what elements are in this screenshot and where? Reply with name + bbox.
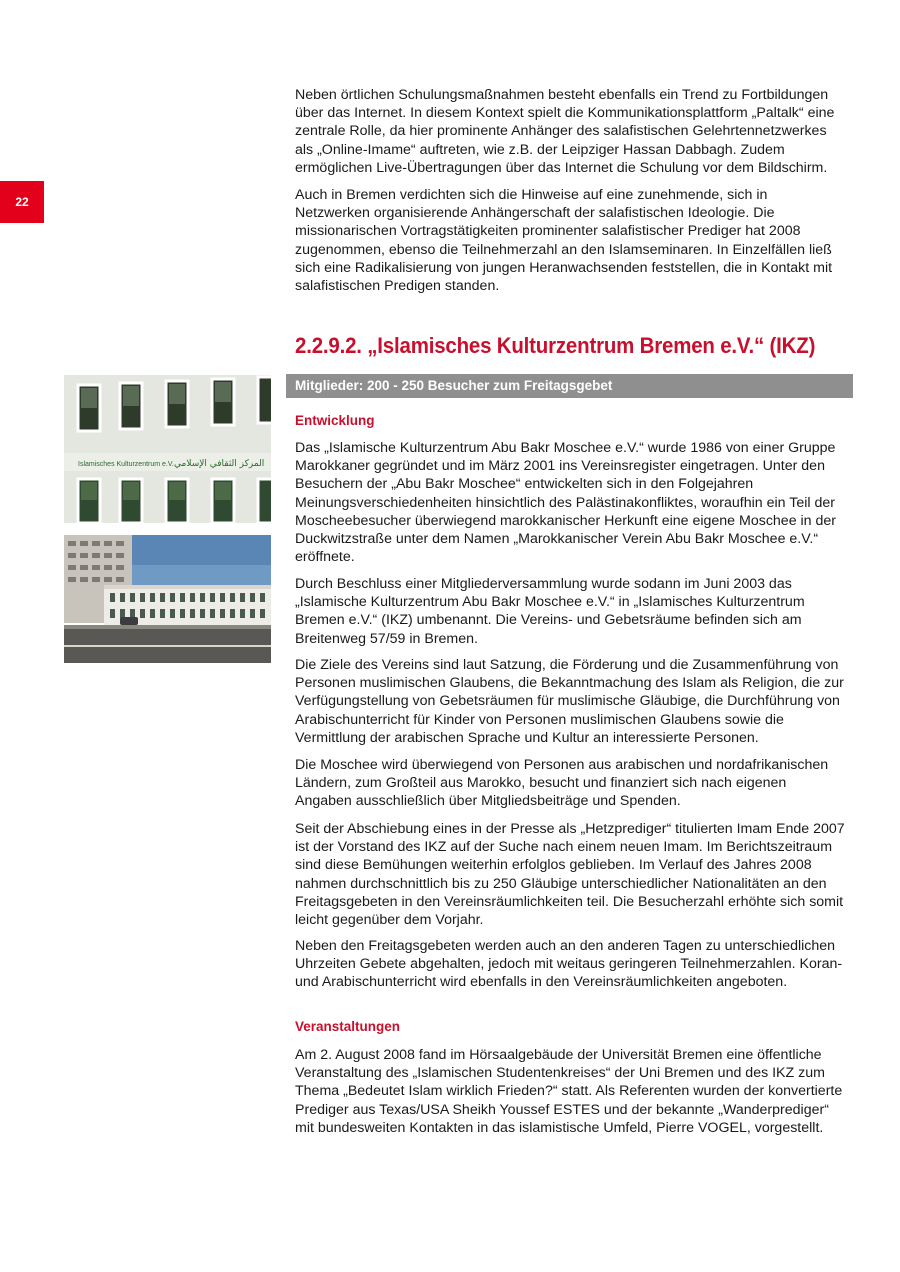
entwicklung-paragraph-block <box>295 575 845 648</box>
paragraph: Die Ziele des Vereins sind laut Satzung, die Förderung und die Zusammenführung von Personen muslimischen Glaubens, die Bekanntmachung des Islam als Religion, die zur Verfügungstellung von Gebetsräumen für muslimische Gläubige, die Durchführung von Arabischunterricht für Kinder von Personen muslimischen Glaubens sowie die Vermittlung der arabischen Sprache und Kultur an interessierte Personen. <box>295 657 844 746</box>
paragraph: Auch in Bremen verdichten sich die Hinweise auf eine zunehmende, sich in Netzwerken organisierende Anhängerschaft der salafistischen Ideologie. Die missionarischen Vortragstätigkeiten prominenter salafistischer Prediger hat 2008 zugenommen, ebenso die Teilnehmerzahl an den Islamseminaren. In Einzelfällen ließ sich eine Radikalisierung von jungen Heranwachsenden feststellen, die in Kontakt mit salafistischen Predigen standen. <box>295 187 833 295</box>
subheading-entwicklung: Entwicklung <box>295 413 375 428</box>
section-heading: 2.2.9.2. „Islamisches Kulturzentrum Bremen e.V.“ (IKZ) <box>295 333 816 358</box>
entwicklung-paragraph-block <box>295 820 845 929</box>
paragraph: Die Moschee wird überwiegend von Personen aus arabischen und nordafrikanischen Ländern, zum Großteil aus Marokko, besucht und finanziert sich nach eigenen Angaben ausschließlich über Mitgliedsbeiträge und Spenden. <box>295 757 829 810</box>
page-number-tab: 22 <box>0 181 44 223</box>
veranstaltungen-paragraph-block <box>295 1046 845 1137</box>
paragraph: Das „Islamische Kulturzentrum Abu Bakr Moschee e.V.“ wurde 1986 von einer Gruppe Marokkaner gegründet und im März 2001 ins Vereinsregister eingetragen. Unter den Besuchern der „Abu Bakr Moschee“ entwickelten sich in den Folgejahren Meinungsverschiedenheiten hinsichtlich des Palästinakonfliktes, woraufhin ein Teil der Moscheebesucher überwiegend marokkanischer Herkunft eine eigene Moschee in der Duckwitzstraße unter dem Namen „Marokkanischer Verein Abu Bakr Moschee e.V.“ eröffnete. <box>295 440 837 566</box>
street-view-image <box>64 535 271 663</box>
intro-column <box>295 186 845 295</box>
entwicklung-paragraph-block <box>295 937 845 992</box>
paragraph: Durch Beschluss einer Mitgliederversammlung wurde sodann im Juni 2003 das „Islamische Kulturzentrum Abu Bakr Moschee e.V.“ in „Islamisches Kulturzentrum Bremen e.V.“ (IKZ) umbenannt. Die Vereins- und Gebetsräume befinden sich am Breitenweg 57/59 in Bremen. <box>295 576 805 647</box>
intro-column <box>295 86 845 177</box>
building-facade-image <box>64 375 271 523</box>
subheading-veranstaltungen: Veranstaltungen <box>295 1019 401 1034</box>
entwicklung-paragraph-block <box>295 656 845 747</box>
building-facade-photo <box>64 375 271 523</box>
paragraph: Am 2. August 2008 fand im Hörsaalgebäude der Universität Bremen eine öffentliche Veranstaltung des „Islamischen Studentenkreises“ der Uni Bremen und des IKZ zum Thema „Bedeutet Islam wirklich Frieden?“ statt. Als Referenten wurden der konvertierte Prediger aus Texas/USA Sheikh Youssef ESTES und der bekannte „Wanderprediger“ mit bundesweiten Kontakten in das islamistische Umfeld, Pierre VOGEL, vorgestellt. <box>295 1047 843 1136</box>
paragraph: Seit der Abschiebung eines in der Presse als „Hetzprediger“ titulierten Imam Ende 2007 ist der Vorstand des IKZ auf der Suche nach einem neuen Imam. Im Berichtszeitraum sind diese Bemühungen weiterhin erfolglos geblieben. Im Verlauf des Jahres 2008 nahmen durchschnittlich bis zu 250 Gläubige unterschiedlicher Nationalitäten an den Freitagsgebeten in den Vereinsräumlichkeiten teil. Die Besucherzahl erhöhte sich somit leicht gegenüber dem Vorjahr. <box>295 821 845 929</box>
sign-text-right: المركز الثقافي الإسلامي <box>174 459 265 469</box>
street-view-photo <box>64 535 271 663</box>
sign-text-left: Islamisches Kulturzentrum e.V. <box>78 461 174 468</box>
entwicklung-paragraph-block <box>295 439 845 566</box>
paragraph: Neben örtlichen Schulungsmaßnahmen besteht ebenfalls ein Trend zu Fortbildungen über das Internet. In diesem Kontext spielt die Kommunikationsplattform „Paltalk“ eine zentrale Rolle, da hier prominente Anhänger des salafistischen Gelehrtennetzwerkes als „Online-Imame“ auftreten, wie z.B. der Leipziger Hassan Dabbagh. Zudem ermöglichen Live-Übertragungen über das Internet die Schulung vor dem Bildschirm. <box>295 87 835 176</box>
members-bar: Mitglieder: 200 - 250 Besucher zum Freitagsgebet <box>286 374 853 398</box>
entwicklung-paragraph-block <box>295 756 845 811</box>
paragraph: Neben den Freitagsgebeten werden auch an den anderen Tagen zu unterschiedlichen Uhrzeiten Gebete abgehalten, jedoch mit weitaus geringeren Teilnehmerzahlen. Koran- und Arabischunterricht wird ebenfalls in den Vereinsräumlichkeiten angeboten. <box>295 938 843 991</box>
